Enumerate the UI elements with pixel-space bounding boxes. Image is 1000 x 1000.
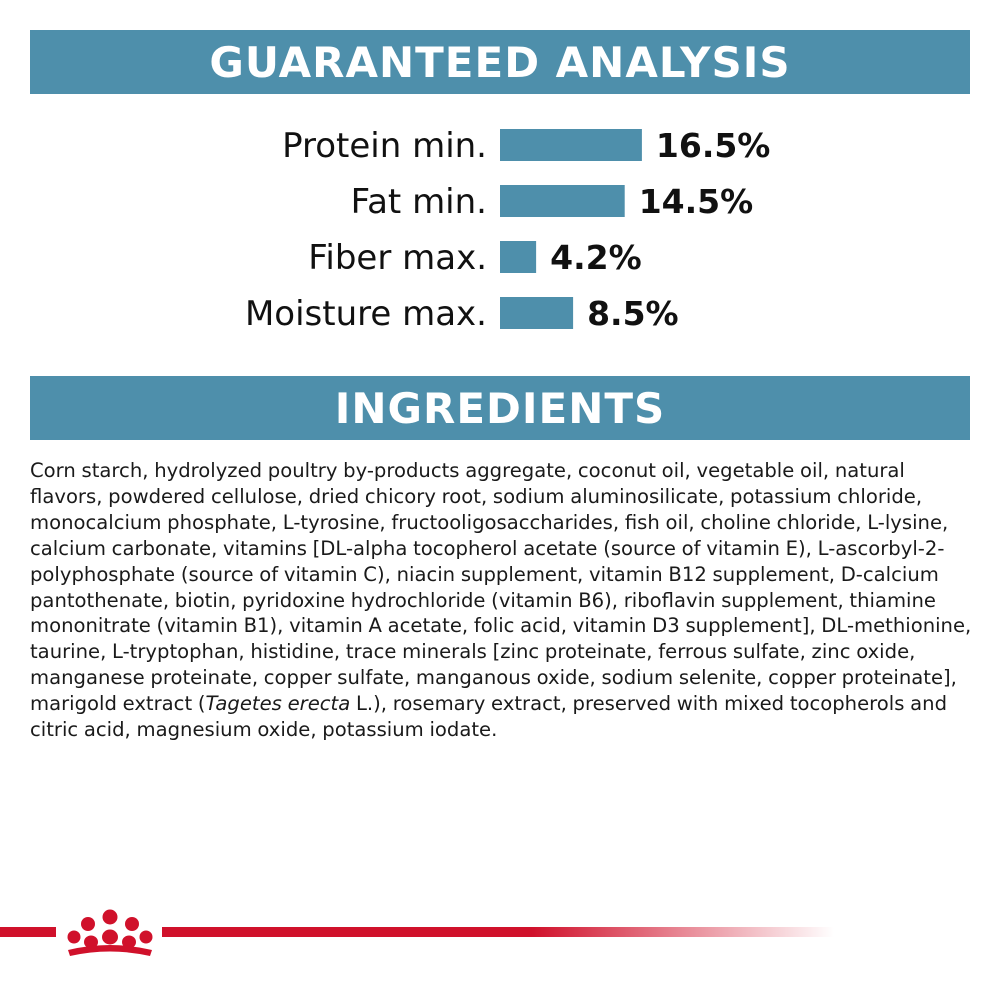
ingredients-text-italic: Tagetes erecta bbox=[205, 692, 351, 716]
analysis-value: 8.5% bbox=[587, 294, 679, 333]
ingredients-text-part-1: Corn starch, hydrolyzed poultry by-products aggregate, coconut oil, vegetable oil, natural flavors, powdered cellulose, dried chicory root, sodium aluminosilicate, potassium chloride, monocalcium phosphate, L-tyrosine, fructooligosaccharides, fish oil, choline chloride, L-lysine, calcium carbonate, vitamins [DL-alpha tocopherol acetate (source of vitamin E), L-ascorbyl-2-polyphosphate (source of vitamin C), niacin supplement, vitamin B12 supplement, D-calcium pantothenate, biotin, pyridoxine hydrochloride (vitamin B6), riboflavin supplement, thiamine mononitrate (vitamin B1), vitamin A acetate, folic acid, vitamin D3 supplement], DL-methionine, taurine, L-tryptophan, histidine, trace minerals [zinc proteinate, ferrous sulfate, zinc oxide, manganese proteinate, copper sulfate, manganous oxide, sodium selenite, copper proteinate], marigold extract ( bbox=[30, 459, 972, 716]
analysis-bar-chart bbox=[0, 112, 1000, 344]
analysis-label: Fiber max. bbox=[308, 238, 487, 278]
analysis-value: 16.5% bbox=[655, 126, 771, 165]
analysis-label: Moisture max. bbox=[244, 294, 487, 334]
analysis-label: Protein min. bbox=[282, 126, 487, 166]
analysis-bar bbox=[500, 297, 573, 329]
analysis-bar bbox=[500, 241, 536, 273]
ingredients-text-part-2: L.), rosemary extract, preserved with mixed tocopherols and citric acid, magnesium oxide, potassium iodate. bbox=[30, 692, 948, 742]
analysis-value: 14.5% bbox=[638, 182, 754, 221]
analysis-value: 4.2% bbox=[550, 238, 642, 277]
ingredients-heading: INGREDIENTS bbox=[334, 383, 666, 433]
footer-line-left bbox=[0, 927, 56, 937]
ingredients-list bbox=[30, 458, 975, 743]
analysis-label: Fat min. bbox=[350, 182, 487, 222]
guaranteed-analysis-heading: GUARANTEED ANALYSIS bbox=[209, 37, 791, 87]
ingredients-banner bbox=[30, 376, 970, 440]
analysis-bar bbox=[500, 185, 625, 217]
royal-canin-crown-icon bbox=[60, 900, 160, 960]
analysis-bar bbox=[500, 129, 642, 161]
footer-line-right bbox=[162, 927, 834, 937]
guaranteed-analysis-banner bbox=[30, 30, 970, 94]
